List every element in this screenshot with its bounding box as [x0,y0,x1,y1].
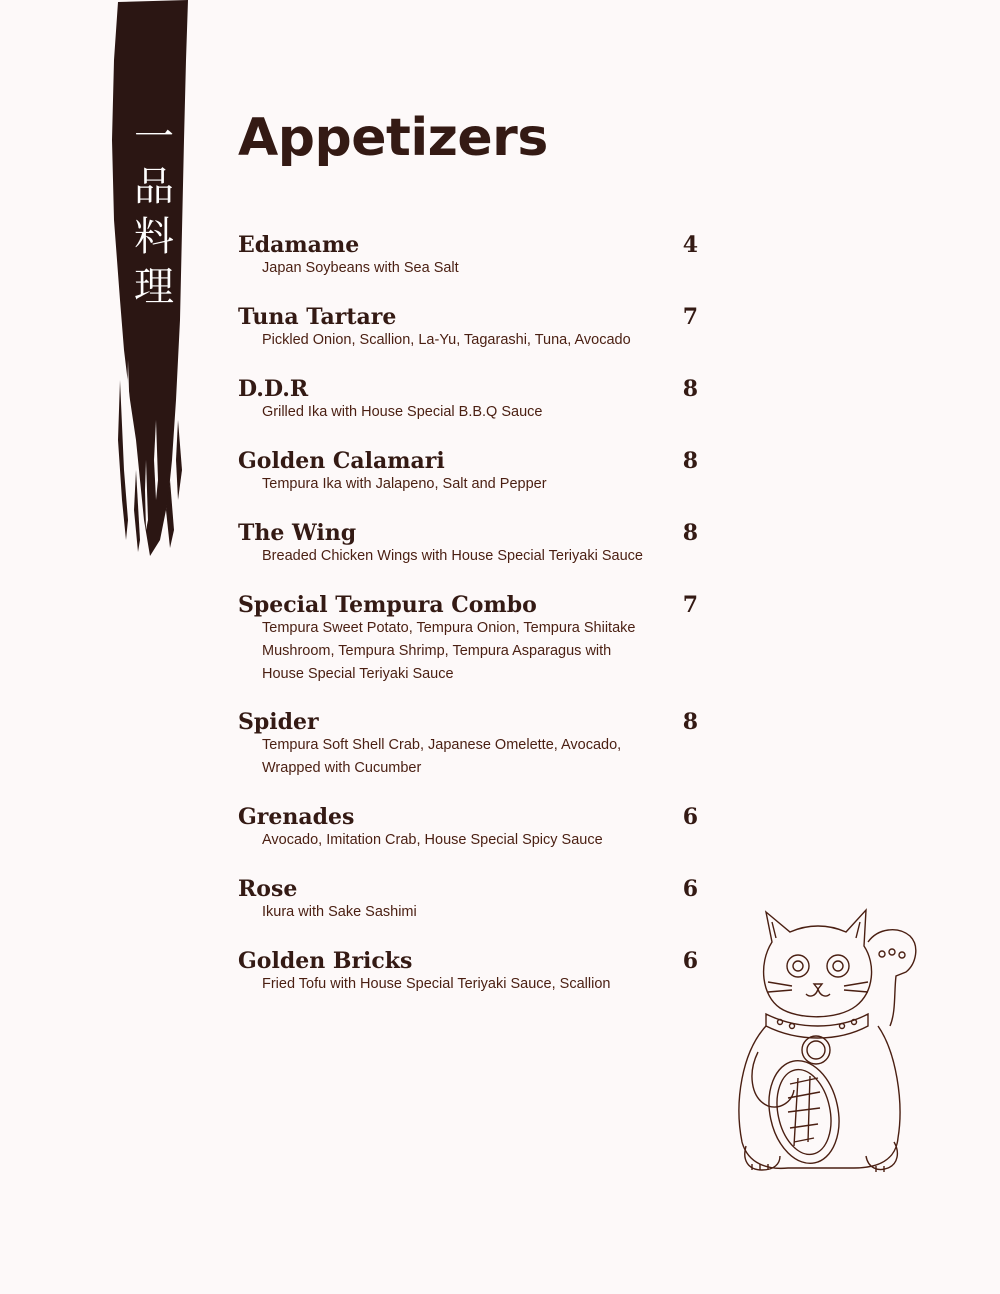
item-name: D.D.R [238,376,309,402]
menu-item [238,230,708,302]
item-description: Breaded Chicken Wings with House Special Teriyaki Sauce [262,548,643,564]
item-description: Fried Tofu with House Special Teriyaki Sauce, Scallion [262,976,611,992]
page-title: Appetizers [238,108,548,168]
item-price: 6 [682,804,698,830]
item-name: Golden Bricks [238,948,413,974]
item-description: Ikura with Sake Sashimi [262,904,417,920]
menu-item [238,590,708,707]
item-description: Tempura Soft Shell Crab, Japanese Omelette, Avocado, Wrapped with Cucumber [262,737,622,776]
item-price: 6 [682,876,698,902]
banner-char-4: 理 [134,264,174,310]
banner-char-3: 料 [134,214,174,260]
menu-item [238,707,708,802]
item-description: Tempura Sweet Potato, Tempura Onion, Tempura Shiitake Mushroom, Tempura Shrimp, Tempura Asparagus with House Special Teriyaki Sauce [262,620,636,682]
item-name: Rose [238,876,298,902]
item-price: 8 [682,709,698,735]
item-name: Golden Calamari [238,448,445,474]
side-banner-text [124,112,184,312]
menu-item [238,946,708,1018]
banner-char-1: 一 [134,114,174,160]
lucky-cat-illustration [728,902,924,1182]
item-name: The Wing [238,520,357,546]
item-price: 7 [682,304,698,330]
menu-item [238,874,708,946]
item-description: Japan Soybeans with Sea Salt [262,260,459,276]
item-price: 8 [682,376,698,402]
item-description: Pickled Onion, Scallion, La-Yu, Tagarashi, Tuna, Avocado [262,332,631,348]
menu-item [238,374,708,446]
menu-item [238,802,708,874]
item-price: 7 [682,592,698,618]
item-name: Tuna Tartare [238,304,397,330]
item-description: Tempura Ika with Jalapeno, Salt and Pepper [262,476,547,492]
item-description: Avocado, Imitation Crab, House Special Spicy Sauce [262,832,603,848]
banner-char-2: 品 [134,164,174,210]
item-name: Edamame [238,232,360,258]
menu-item [238,302,708,374]
item-description: Grilled Ika with House Special B.B.Q Sauce [262,404,543,420]
menu-list [238,230,708,1018]
item-price: 4 [682,232,698,258]
item-name: Spider [238,709,319,735]
item-price: 8 [682,448,698,474]
item-name: Grenades [238,804,355,830]
menu-item [238,518,708,590]
item-name: Special Tempura Combo [238,592,537,618]
item-price: 8 [682,520,698,546]
menu-item [238,446,708,518]
item-price: 6 [682,948,698,974]
